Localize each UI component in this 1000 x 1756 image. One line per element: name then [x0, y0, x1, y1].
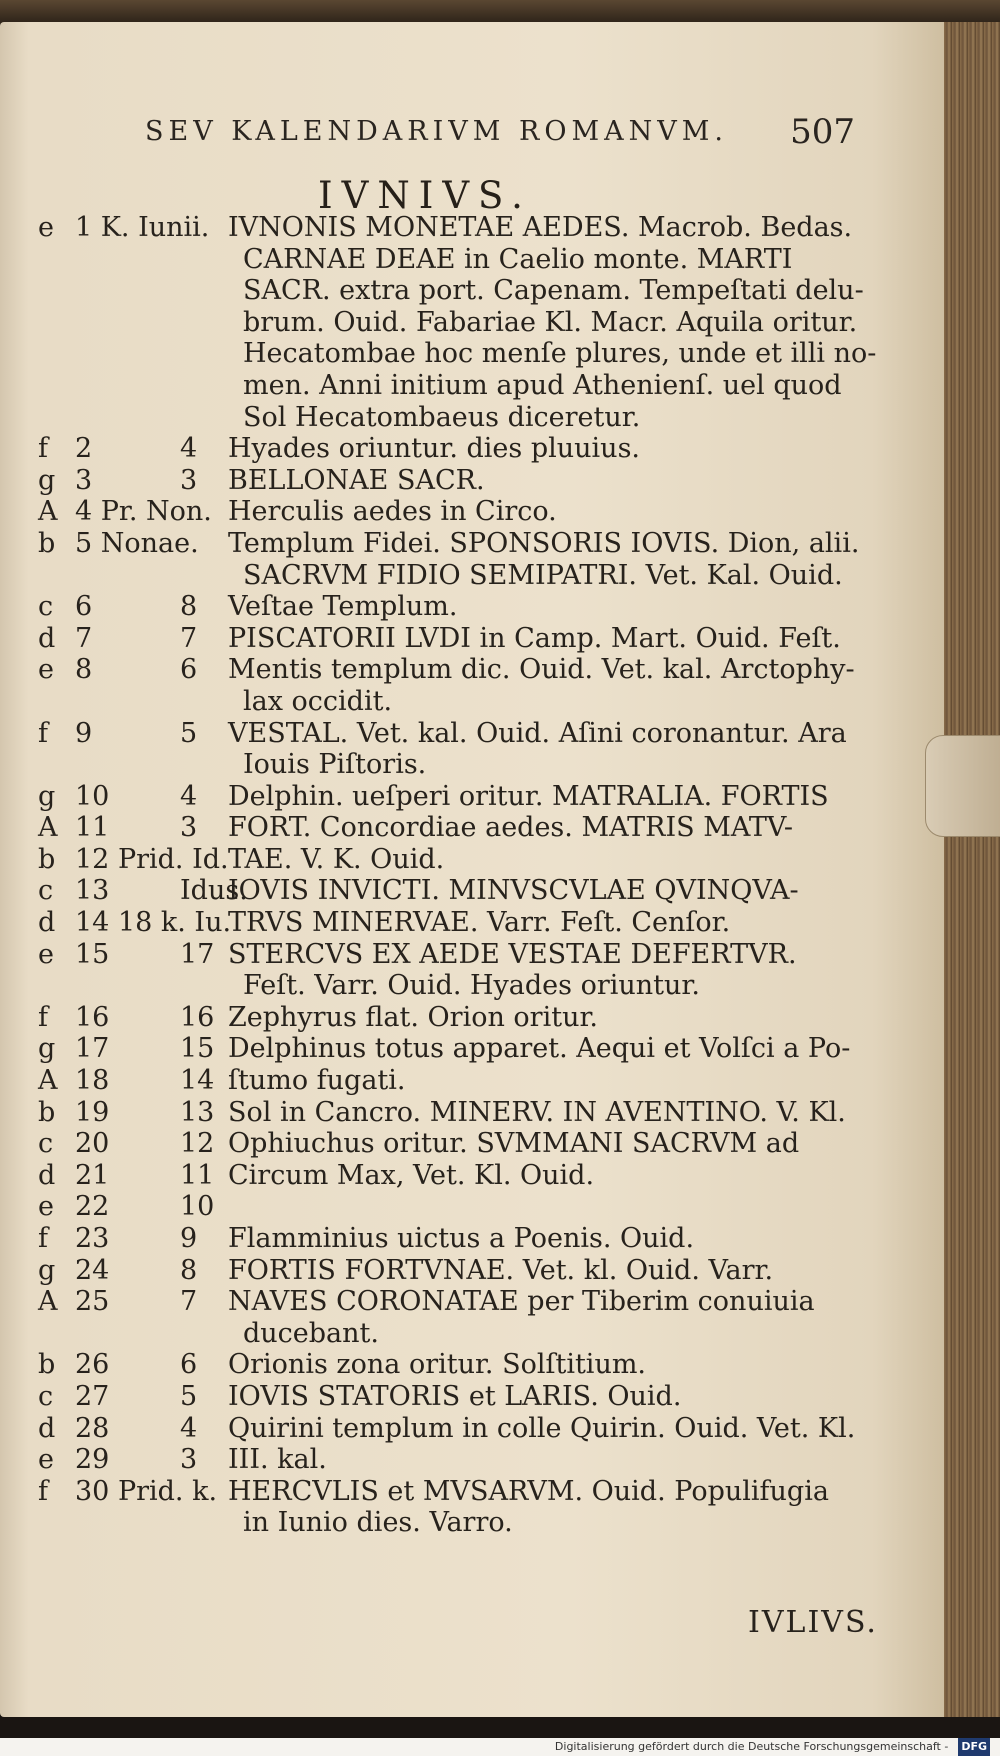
calendar-entry-line: [0, 212, 880, 244]
calendar-entry-line: [0, 1476, 880, 1508]
calends-count: 8: [180, 1254, 198, 1286]
dominical-letter: c: [38, 875, 54, 907]
entry-text: IOVIS INVICTI. MINVSCVLAE QVINQVA-: [228, 875, 799, 907]
calendar-entries: [0, 212, 880, 1539]
dominical-letter: d: [38, 907, 56, 939]
entry-text: Mentis templum dic. Ouid. Vet. kal. Arctophy-: [228, 654, 855, 686]
dominical-letter: A: [38, 1286, 58, 1318]
day-label: 13: [75, 875, 110, 907]
day-label: 1 K. Iunii.: [75, 212, 210, 243]
entry-text: FORT. Concordiae aedes. MATRIS MATV-: [228, 812, 794, 844]
entry-text: Circum Max, Vet. Kl. Ouid.: [228, 1159, 595, 1191]
entry-continuation-line: [0, 749, 880, 781]
digitization-footer: [0, 1738, 1000, 1756]
day-label: 16: [75, 1001, 110, 1033]
entry-text: SACR. extra port. Capenam. Tempeſtati delu-: [243, 275, 864, 307]
entry-text: IVNONIS MONETAE AEDES. Macrob. Bedas.: [228, 212, 853, 243]
day-label: 10: [75, 780, 110, 812]
catchword: IVLIVS.: [748, 1605, 878, 1640]
entry-text: Flamminius uictus a Poenis. Ouid.: [228, 1223, 695, 1254]
dominical-letter: c: [38, 591, 54, 623]
entry-text: III. kal.: [228, 1444, 327, 1476]
day-label: 2: [75, 433, 93, 465]
calendar-entry-line: [0, 623, 880, 655]
dominical-letter: g: [38, 1033, 56, 1065]
book-fore-edge: [944, 22, 1000, 1717]
calendar-entry-line: [0, 1097, 880, 1129]
calends-count: 17: [180, 938, 215, 970]
calends-count: 4: [180, 780, 198, 812]
entry-text: Hecatombae hoc menſe plures, unde et illi no-: [243, 338, 877, 370]
dominical-letter: A: [38, 812, 58, 844]
entry-continuation-line: [0, 338, 880, 370]
day-label: 11: [75, 812, 110, 844]
entry-continuation-line: [0, 370, 880, 402]
entry-text: Herculis aedes in Circo.: [228, 496, 557, 528]
entry-text: men. Anni initium apud Athenienſ. uel quod: [243, 369, 842, 401]
day-label: 17: [75, 1033, 110, 1065]
calendar-entry-line: [0, 1444, 880, 1476]
day-label: 7: [75, 622, 93, 654]
entry-text: HERCVLIS et MVSARVM. Ouid. Populifugia: [228, 1475, 829, 1507]
calendar-entry-line: [0, 1191, 880, 1223]
calendar-entry-line: [0, 654, 880, 686]
dominical-letter: f: [38, 1223, 48, 1254]
day-label: 20: [75, 1128, 110, 1160]
entry-text: NAVES CORONATAE per Tiberim conuiuia: [228, 1286, 815, 1318]
calendar-entry-line: [0, 1160, 880, 1192]
calendar-entry-line: [0, 875, 880, 907]
day-label: 26: [75, 1349, 110, 1381]
entry-text: PISCATORII LVDI in Camp. Mart. Ouid. Feſt.: [228, 622, 841, 654]
dominical-letter: f: [38, 1475, 48, 1507]
calends-count: 4: [180, 433, 198, 465]
day-label: 19: [75, 1096, 110, 1128]
entry-continuation-line: [0, 275, 880, 307]
entry-text: Hyades oriuntur. dies pluuius.: [228, 433, 641, 465]
dominical-letter: b: [38, 1349, 56, 1381]
entry-continuation-line: [0, 307, 880, 339]
book-edge-top: [0, 0, 1000, 24]
calendar-entry-line: [0, 465, 880, 497]
calendar-entry-line: [0, 1381, 880, 1413]
entry-text: TRVS MINERVAE. Varr. Feſt. Cenſor.: [228, 907, 731, 939]
entry-continuation-line: [0, 1318, 880, 1350]
entry-continuation-line: [0, 402, 880, 434]
entry-text: Sol Hecatombaeus diceretur.: [243, 401, 641, 433]
day-label: 8: [75, 654, 93, 686]
page-header: [145, 112, 855, 156]
page-number: 507: [790, 112, 855, 152]
entry-text: Quirini templum in colle Quirin. Ouid. Vet. Kl.: [228, 1412, 856, 1444]
calends-count: 3: [180, 812, 198, 844]
dominical-letter: e: [38, 1191, 54, 1223]
calendar-entry-line: [0, 1286, 880, 1318]
day-label: 27: [75, 1380, 110, 1412]
running-title: SEV KALENDARIVM ROMANVM.: [145, 116, 728, 147]
footer-text: Digitalisierung gefördert durch die Deutsche Forschungsgemeinschaft -: [554, 1740, 949, 1753]
entry-text: VESTAL. Vet. kal. Ouid. Aſini coronantur. Ara: [228, 717, 847, 749]
dominical-letter: f: [38, 717, 48, 749]
dominical-letter: b: [38, 1096, 56, 1128]
dominical-letter: g: [38, 464, 56, 496]
calends-count: 16: [180, 1001, 215, 1033]
dominical-letter: d: [38, 1412, 56, 1444]
day-label: 22: [75, 1191, 110, 1223]
day-label: 28: [75, 1412, 110, 1444]
day-label: 30 Prid. k.: [75, 1475, 218, 1507]
calendar-entry-line: [0, 844, 880, 876]
calends-count: 5: [180, 1380, 198, 1412]
day-label: 6: [75, 591, 93, 623]
dominical-letter: g: [38, 780, 56, 812]
calends-count: 10: [180, 1191, 215, 1223]
calendar-entry-line: [0, 1065, 880, 1097]
calendar-entry-line: [0, 1128, 880, 1160]
dominical-letter: A: [38, 1065, 58, 1097]
calendar-entry-line: [0, 1349, 880, 1381]
day-label: 15: [75, 938, 110, 970]
entry-text: TAE. V. K. Ouid.: [228, 843, 445, 875]
entry-text: Delphin. ueſperi oritur. MATRALIA. FORTIS: [228, 780, 829, 812]
calendar-entry-line: [0, 528, 880, 560]
day-label: 23: [75, 1223, 110, 1254]
day-label: 29: [75, 1444, 110, 1476]
book-clasp: [925, 735, 1000, 837]
day-label: 14 18 k. Iu.: [75, 907, 232, 939]
calendar-entry-line: [0, 812, 880, 844]
calends-count: 3: [180, 1444, 198, 1476]
entry-text: BELLONAE SACR.: [228, 464, 485, 496]
entry-text: Templum Fidei. SPONSORIS IOVIS. Dion, alii.: [228, 527, 860, 559]
dominical-letter: e: [38, 938, 54, 970]
calendar-entry-line: [0, 433, 880, 465]
day-label: 3: [75, 464, 93, 496]
entry-continuation-line: [0, 970, 880, 1002]
day-label: 25: [75, 1286, 110, 1318]
entry-text: IOVIS STATORIS et LARIS. Ouid.: [228, 1380, 682, 1412]
calends-count: Idus.: [180, 875, 248, 907]
dominical-letter: c: [38, 1380, 54, 1412]
entry-text: Delphinus totus apparet. Aequi et Volſci a Po-: [228, 1033, 851, 1065]
dominical-letter: b: [38, 843, 56, 875]
calends-count: 14: [180, 1065, 215, 1097]
entry-continuation-line: [0, 560, 880, 592]
calendar-entry-line: [0, 1002, 880, 1034]
calends-count: 12: [180, 1128, 215, 1160]
calends-count: 6: [180, 1349, 198, 1381]
calendar-entry-line: [0, 496, 880, 528]
dominical-letter: c: [38, 1128, 54, 1160]
calends-count: 5: [180, 717, 198, 749]
calendar-entry-line: [0, 907, 880, 939]
entry-continuation-line: [0, 1507, 880, 1539]
dominical-letter: b: [38, 527, 56, 559]
calendar-entry-line: [0, 591, 880, 623]
dominical-letter: e: [38, 1444, 54, 1476]
entry-continuation-line: [0, 244, 880, 276]
day-label: 4 Pr. Non.: [75, 496, 212, 528]
calends-count: 6: [180, 654, 198, 686]
entry-text: lax occidit.: [243, 685, 393, 717]
entry-text: FORTIS FORTVNAE. Vet. kl. Ouid. Varr.: [228, 1254, 774, 1286]
calends-count: 15: [180, 1033, 215, 1065]
entry-text: Orionis zona oritur. Solſtitium.: [228, 1349, 647, 1381]
entry-text: Sol in Cancro. MINERV. IN AVENTINO. V. Kl.: [228, 1096, 846, 1128]
calendar-entry-line: [0, 1223, 880, 1255]
calendar-entry-line: [0, 1413, 880, 1445]
calends-count: 7: [180, 1286, 198, 1318]
calends-count: 13: [180, 1096, 215, 1128]
calends-count: 3: [180, 464, 198, 496]
dominical-letter: A: [38, 496, 58, 528]
day-label: 5 Nonae.: [75, 527, 199, 559]
entry-text: Zephyrus flat. Orion oritur.: [228, 1001, 598, 1033]
day-label: 12 Prid. Id.: [75, 843, 229, 875]
entry-text: Veſtae Templum.: [228, 591, 458, 623]
month-title: IVNIVS.: [318, 174, 532, 217]
calendar-entry-line: [0, 781, 880, 813]
calendar-entry-line: [0, 718, 880, 750]
calendar-entry-line: [0, 1033, 880, 1065]
calends-count: 11: [180, 1159, 215, 1191]
entry-text: in Iunio dies. Varro.: [243, 1507, 513, 1539]
entry-text: brum. Ouid. Fabariae Kl. Macr. Aquila oritur.: [243, 306, 858, 338]
day-label: 18: [75, 1065, 110, 1097]
dominical-letter: e: [38, 654, 54, 686]
dfg-logo: DFG: [958, 1738, 990, 1756]
day-label: 9: [75, 717, 93, 749]
entry-text: Feſt. Varr. Ouid. Hyades oriuntur.: [243, 970, 700, 1002]
calends-count: 7: [180, 622, 198, 654]
dominical-letter: d: [38, 1159, 56, 1191]
day-label: 24: [75, 1254, 110, 1286]
entry-text: SACRVM FIDIO SEMIPATRI. Vet. Kal. Ouid.: [243, 559, 843, 591]
calendar-entry-line: [0, 1255, 880, 1287]
calendar-entry-line: [0, 939, 880, 971]
entry-text: Iouis Piſtoris.: [243, 749, 427, 781]
entry-continuation-line: [0, 686, 880, 718]
calends-count: 8: [180, 591, 198, 623]
calends-count: 4: [180, 1412, 198, 1444]
dominical-letter: e: [38, 212, 54, 243]
entry-text: CARNAE DEAE in Caelio monte. MARTI: [243, 243, 793, 275]
dominical-letter: f: [38, 1001, 48, 1033]
day-label: 21: [75, 1159, 110, 1191]
calends-count: 9: [180, 1223, 198, 1254]
dominical-letter: g: [38, 1254, 56, 1286]
entry-text: ſtumo fugati.: [228, 1065, 406, 1097]
entry-text: Ophiuchus oritur. SVMMANI SACRVM ad: [228, 1128, 800, 1160]
dominical-letter: d: [38, 622, 56, 654]
entry-text: STERCVS EX AEDE VESTAE DEFERTVR.: [228, 938, 797, 970]
dominical-letter: f: [38, 433, 48, 465]
entry-text: ducebant.: [243, 1317, 379, 1349]
